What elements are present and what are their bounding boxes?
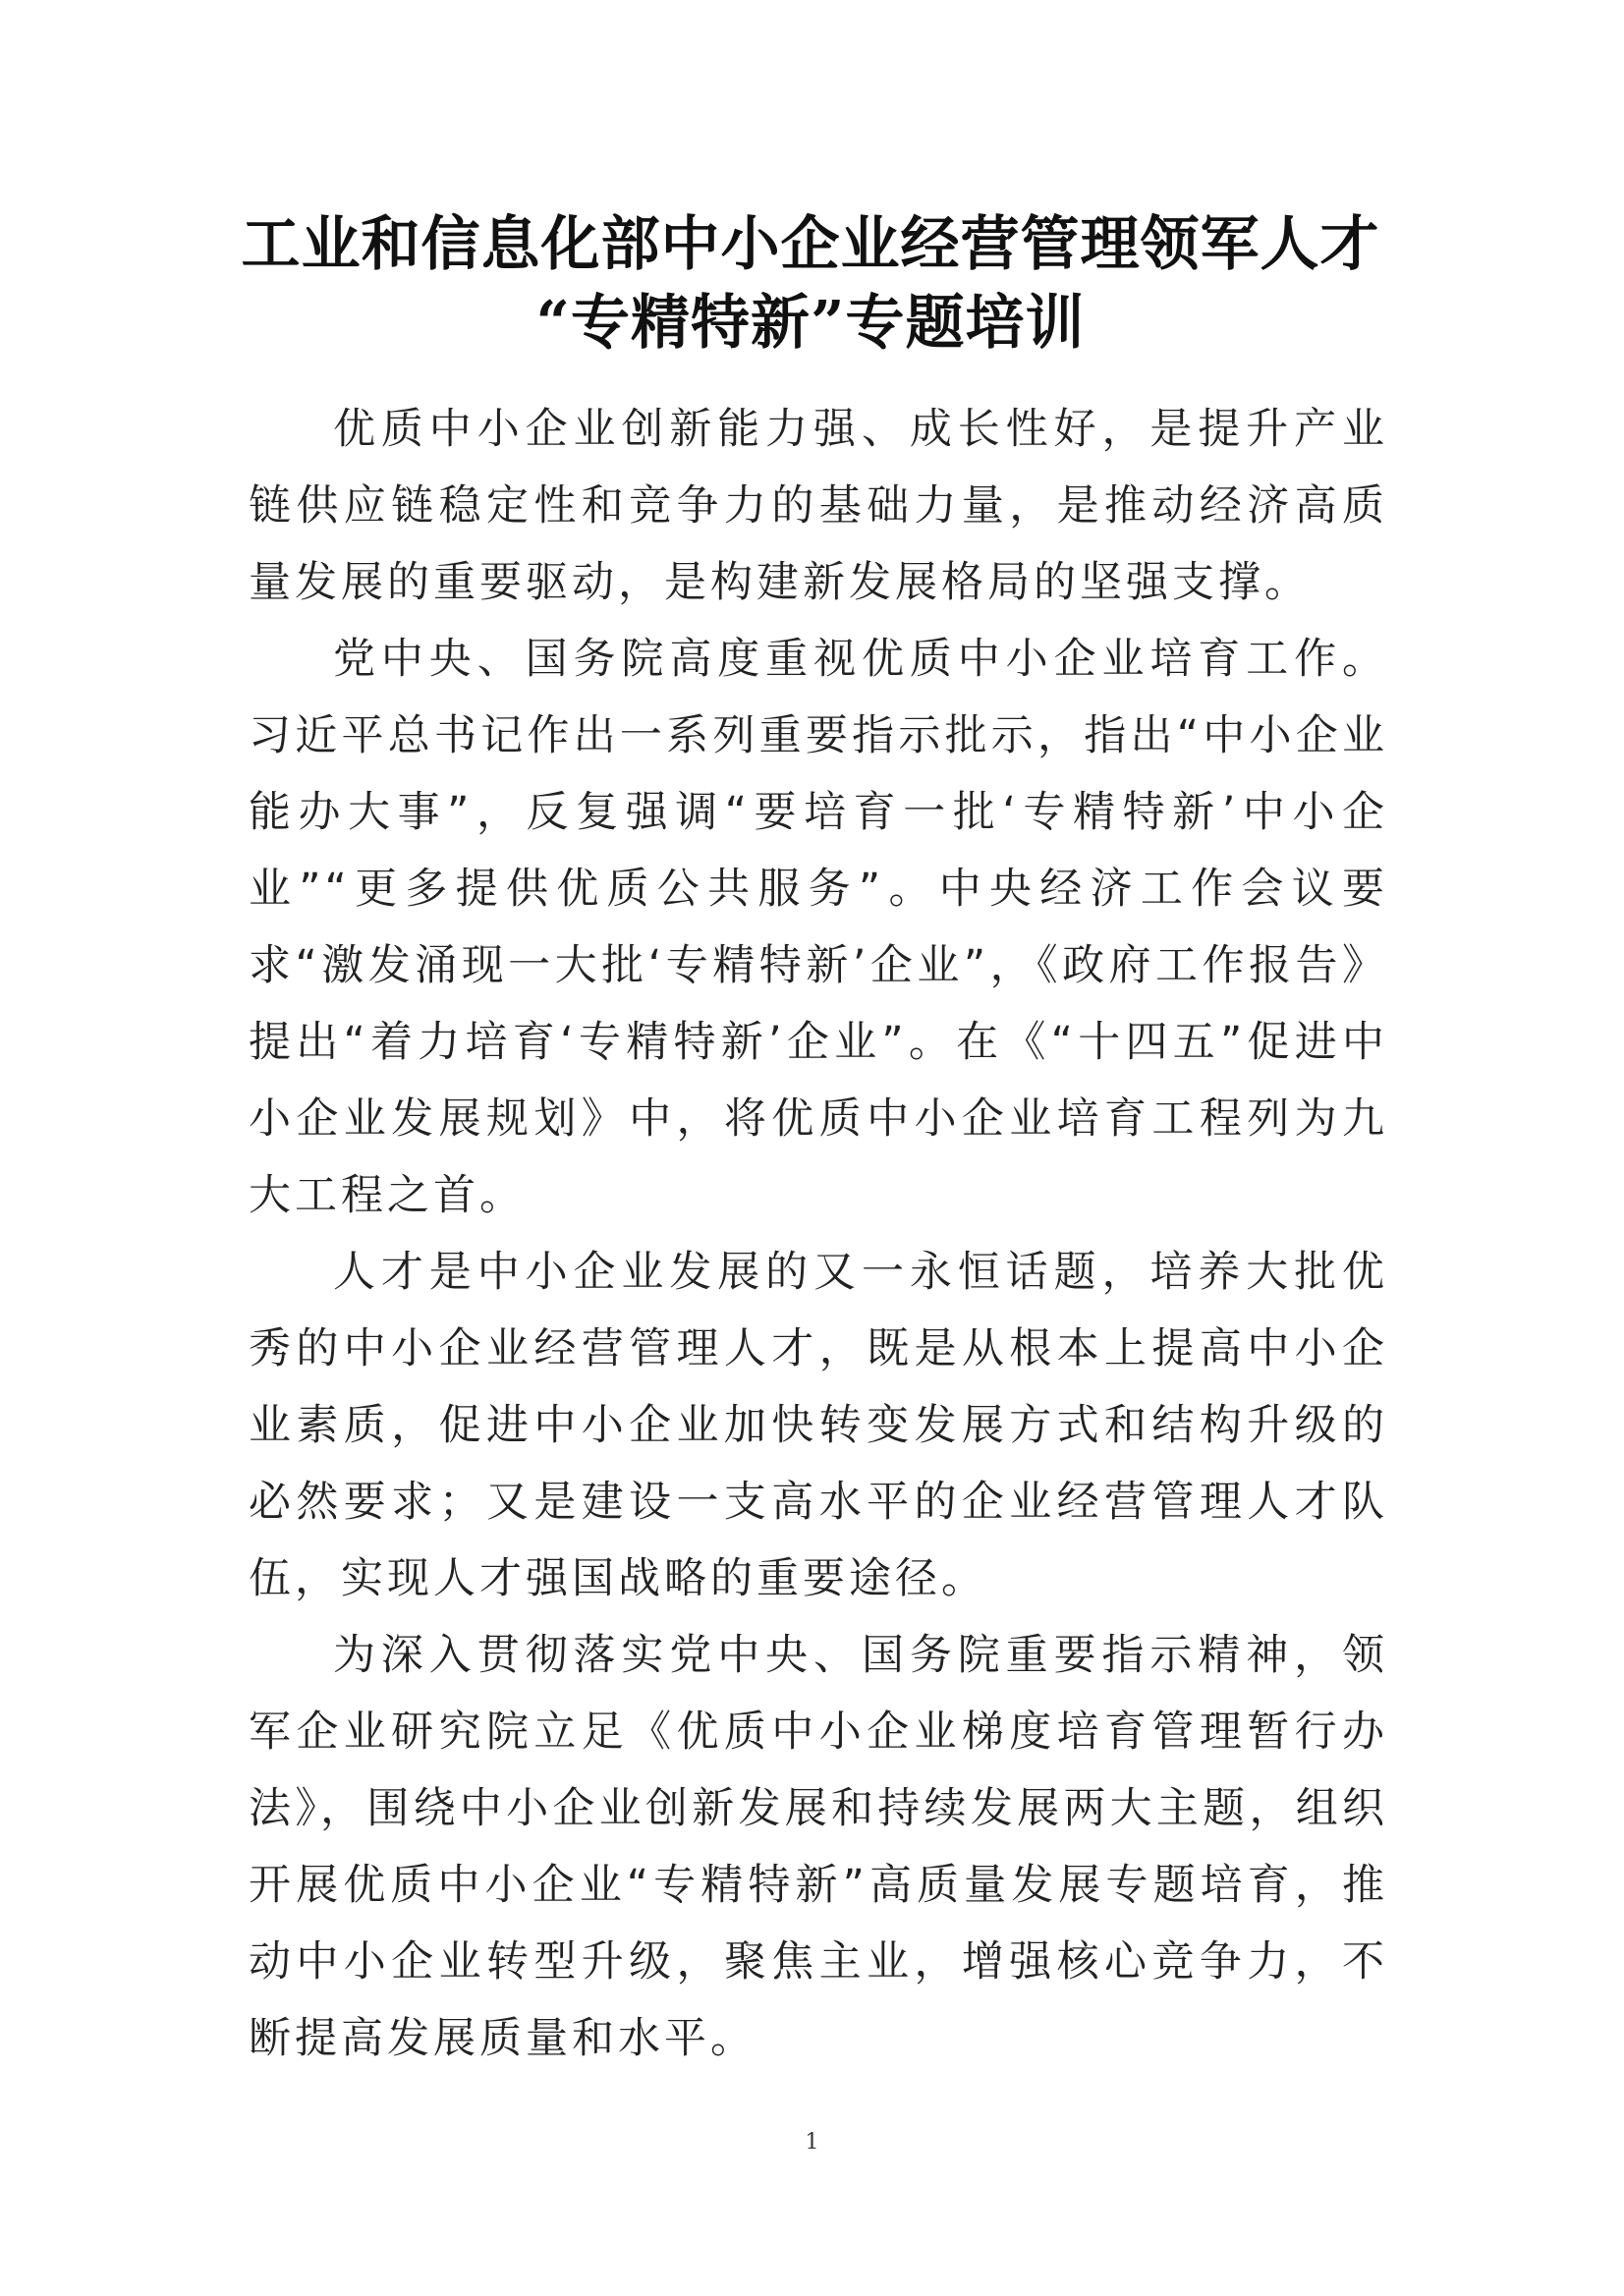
paragraph-1: 优质中小企业创新能力强、成长性好，是提升产业链供应链稳定性和竞争力的基础力量，是推动经济高质量发展的重要驱动，是构建新发展格局的坚强支撑。 <box>249 405 1388 607</box>
paragraph-4: 为深入贯彻落实党中央、国务院重要指示精神，领军企业研究院立足《优质中小企业梯度培育管理暂行办法》，围绕中小企业创新发展和持续发展两大主题，组织开展优质中小企业“专精特新”高质量发展专题培育，推动中小企业转型升级，聚焦主业，增强核心竞争力，不断提高发展质量和水平。 <box>249 1631 1388 2063</box>
paragraph-3: 人才是中小企业发展的又一永恒话题，培养大批优秀的中小企业经营管理人才，既是从根本上提高中小企业素质，促进中小企业加快转变发展方式和结构升级的必然要求；又是建设一支高水平的企业经营管理人才队伍，实现人才强国战略的重要途径。 <box>249 1248 1388 1603</box>
document-body <box>249 391 1388 2077</box>
document-title-line-1: 工业和信息化部中小企业经营管理领军人才 <box>241 210 1380 279</box>
page-number: 1 <box>805 2130 819 2155</box>
paragraph-2: 党中央、国务院高度重视优质中小企业培育工作。习近平总书记作出一系列重要指示批示，指出“中小企业能办大事”，反复强调“要培育一批‘专精特新’中小企业”“更多提供优质公共服务”。中央经济工作会议要求“激发涌现一大批‘专精特新’企业”，《政府工作报告》提出“着力培育‘专精特新’企业”。在《“十四五”促进中小企业发展规划》中，将优质中小企业培育工程列为九大工程之首。 <box>249 635 1388 1220</box>
document-title-line-2: “专精特新”专题培训 <box>535 289 1086 358</box>
